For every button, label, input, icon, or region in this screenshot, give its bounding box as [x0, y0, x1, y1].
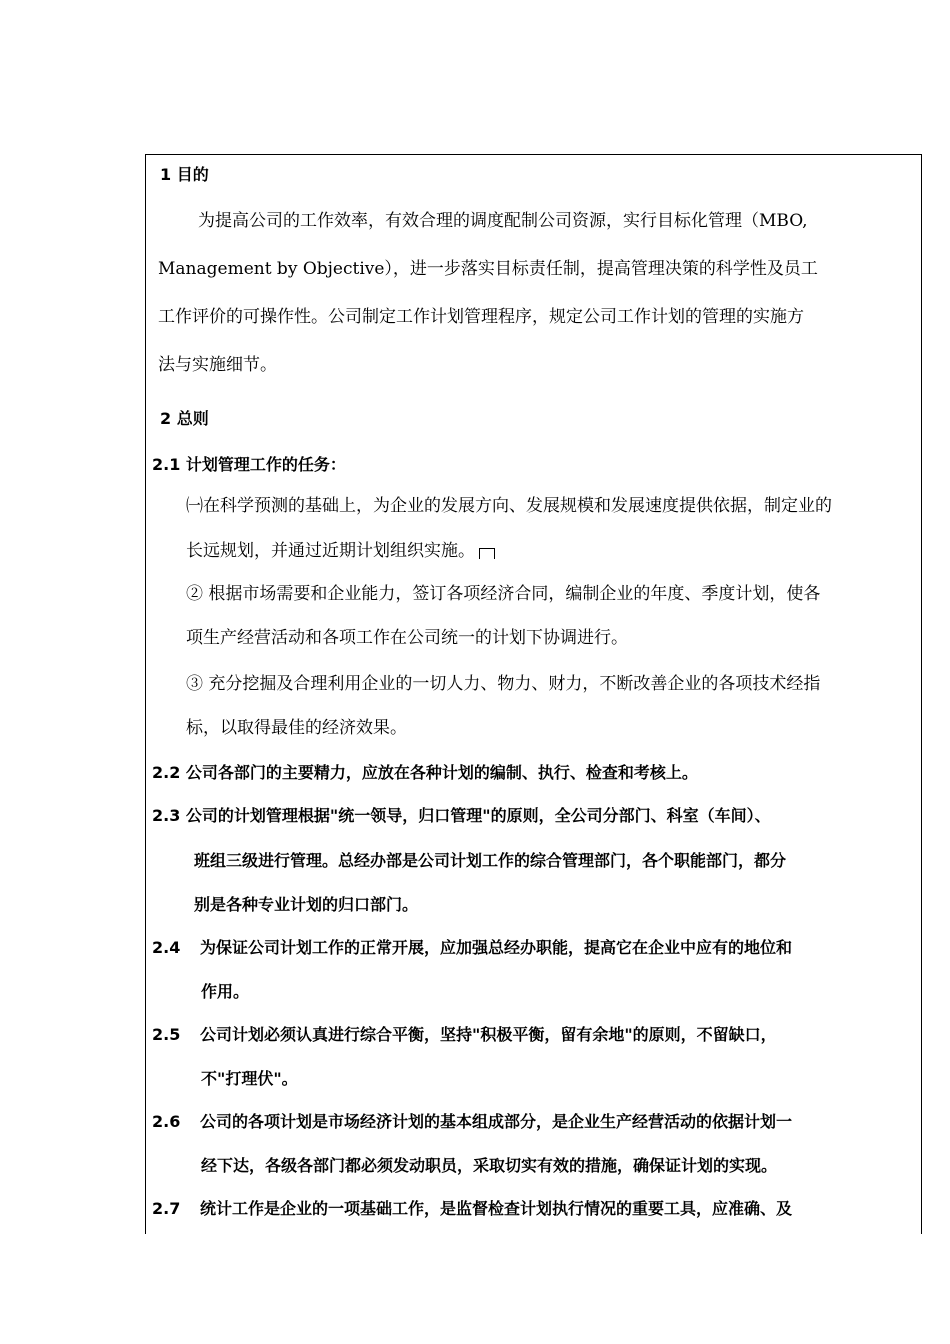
item-2-5-line-2: 不"打理伏"。 — [201, 1069, 298, 1088]
task-3-line-2: 标，以取得最佳的经济效果。 — [186, 718, 407, 738]
s1-line-4: 法与实施细节。 — [158, 355, 277, 375]
item-2-3-line-3: 别是各种专业计划的归口部门。 — [194, 895, 419, 914]
s1-line-1: 为提高公司的工作效率，有效合理的调度配制公司资源，实行目标化管理（MBO, — [198, 211, 808, 231]
s1-line-3: 工作评价的可操作性。公司制定工作计划管理程序，规定公司工作计划的管理的实施方 — [158, 307, 804, 327]
item-2-2: 2.2 公司各部门的主要精力，应放在各种计划的编制、执行、检查和考核上。 — [152, 763, 698, 782]
s1-line-2: Management by Objective），进一步落实目标责任制，提高管理决策的科学性及员工 — [158, 259, 818, 279]
item-2-6-line-1: 2.6 公司的各项计划是市场经济计划的基本组成部分，是企业生产经营活动的依据计划一 — [152, 1112, 793, 1131]
item-2-5-number: 2.5 — [152, 1025, 181, 1044]
item-2-4-number: 2.4 — [152, 938, 181, 957]
section-2-heading: 2 总则 — [160, 409, 209, 428]
item-2-6-number: 2.6 — [152, 1112, 181, 1131]
task-2-line-2: 项生产经营活动和各项工作在公司统一的计划下协调进行。 — [186, 628, 628, 648]
item-2-4-line-2: 作用。 — [201, 982, 250, 1001]
task-3-line-1: ③ 充分挖掘及合理利用企业的一切人力、物力、财力，不断改善企业的各项技术经指 — [186, 674, 821, 694]
correction-mark — [479, 548, 495, 559]
section-1-heading: 1 目的 — [160, 165, 209, 184]
item-2-4-line-1: 2.4 为保证公司计划工作的正常开展，应加强总经办职能，提高它在企业中应有的地位和 — [152, 938, 793, 957]
item-2-5-line-1: 2.5 公司计划必须认真进行综合平衡，坚持"积极平衡，留有余地"的原则，不留缺口， — [152, 1025, 777, 1044]
item-2-3-line-1: 2.3 公司的计划管理根据"统一领导，归口管理"的原则，全公司分部门、科室（车间）、 — [152, 806, 771, 825]
subsection-2-1-heading: 2.1 计划管理工作的任务： — [152, 455, 346, 474]
item-2-6-line-2: 经下达，各级各部门都必须发动职员，采取切实有效的措施，确保证计划的实现。 — [201, 1156, 778, 1175]
item-2-3-line-2: 班组三级进行管理。总经办部是公司计划工作的综合管理部门，各个职能部门，都分 — [194, 851, 787, 870]
task-2-line-1: ② 根据市场需要和企业能力，签订各项经济合同，编制企业的年度、季度计划，使各 — [186, 584, 821, 604]
task-1-line-1: ㈠在科学预测的基础上，为企业的发展方向、发展规模和发展速度提供依据，制定业的 — [186, 496, 832, 516]
task-1-line-2: 长远规划，并通过近期计划组织实施。 — [186, 540, 495, 562]
item-2-7-number: 2.7 — [152, 1199, 181, 1218]
item-2-7-line-1: 2.7 统计工作是企业的一项基础工作，是监督检查计划执行情况的重要工具，应准确、及 — [152, 1199, 793, 1218]
